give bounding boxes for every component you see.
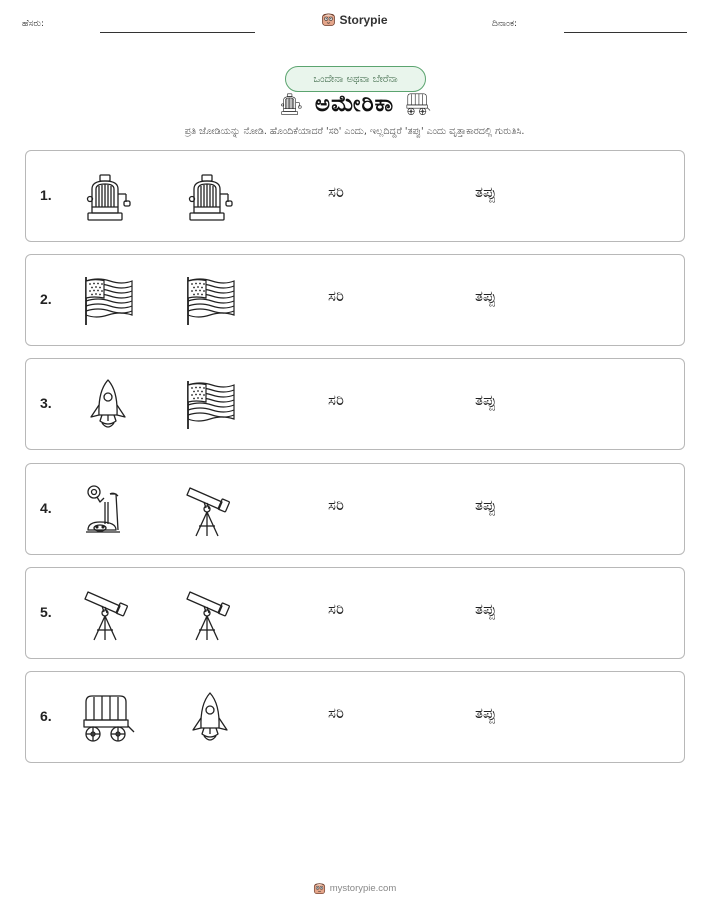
covered-wagon-icon [404,91,432,117]
question-row [25,358,685,450]
telescope-icon [80,586,136,642]
pencil-sharpener-icon [182,169,238,225]
title-row [0,88,709,120]
question-row [25,254,685,346]
date-label: ದಿನಾಂಕ: [492,19,518,29]
answer-yes[interactable]: ಸರಿ [328,287,344,306]
page-title: ಅಮೇರಿಕಾ [314,91,395,117]
question-number: 1. [40,187,52,203]
telescope-icon [182,482,238,538]
telescope-icon [182,586,238,642]
question-number: 3. [40,395,52,412]
answer-yes[interactable]: ಸರಿ [328,391,344,410]
answer-yes[interactable]: ಸರಿ [328,704,344,722]
answer-no[interactable]: ತಪ್ಪು [475,391,497,410]
question-number: 4. [40,499,52,516]
answer-yes[interactable]: ಸರಿ [328,599,344,618]
covered-wagon-icon [80,690,136,746]
candlestick-telephone-icon [80,482,136,538]
answer-no[interactable]: ತಪ್ಪು [475,287,497,306]
question-row [25,150,685,242]
date-line[interactable] [564,32,687,33]
question-number: 6. [40,708,52,724]
question-row [25,567,685,659]
mascot-icon [313,882,326,895]
brand-logo [0,12,709,31]
answer-no[interactable]: ತಪ್ಪು [475,599,497,618]
rocket-icon [80,377,136,433]
pencil-sharpener-icon [80,169,136,225]
instructions: ಪ್ರತಿ ಜೋಡಿಯನ್ನು ನೋಡಿ. ಹೊಂದಿಕೆಯಾದರೆ 'ಸರಿ' ಎಂದು, ಇಲ್ಲದಿದ್ದರೆ 'ತಪ್ಪು' ಎಂದು ವೃತ್ತಾಕಾರದಲ್ಲಿ ಗುರುತಿಸಿ. [184,126,525,137]
footer [0,880,709,899]
answer-yes[interactable]: ಸರಿ [328,495,344,514]
question-row [25,671,685,763]
name-label: ಹೆಸರು: [22,19,45,29]
question-number: 2. [40,291,52,308]
name-line[interactable] [100,32,255,33]
rocket-icon [182,690,238,746]
question-row [25,463,685,555]
pencil-sharpener-icon [277,91,305,117]
question-number: 5. [40,603,52,620]
brand-name: Storypie [339,12,388,27]
mascot-icon [321,12,336,27]
american-flag-icon [182,273,238,329]
activity-tag: ಒಂದೇನಾ ಅಥವಾ ಬೇರೆನಾ [285,66,426,92]
answer-no[interactable]: ತಪ್ಪು [475,704,497,722]
footer-url: mystorypie.com [329,883,397,894]
answer-no[interactable]: ತಪ್ಪು [475,183,497,201]
answer-no[interactable]: ತಪ್ಪು [475,495,497,514]
american-flag-icon [182,377,238,433]
american-flag-icon [80,273,136,329]
answer-yes[interactable]: ಸರಿ [328,183,344,201]
